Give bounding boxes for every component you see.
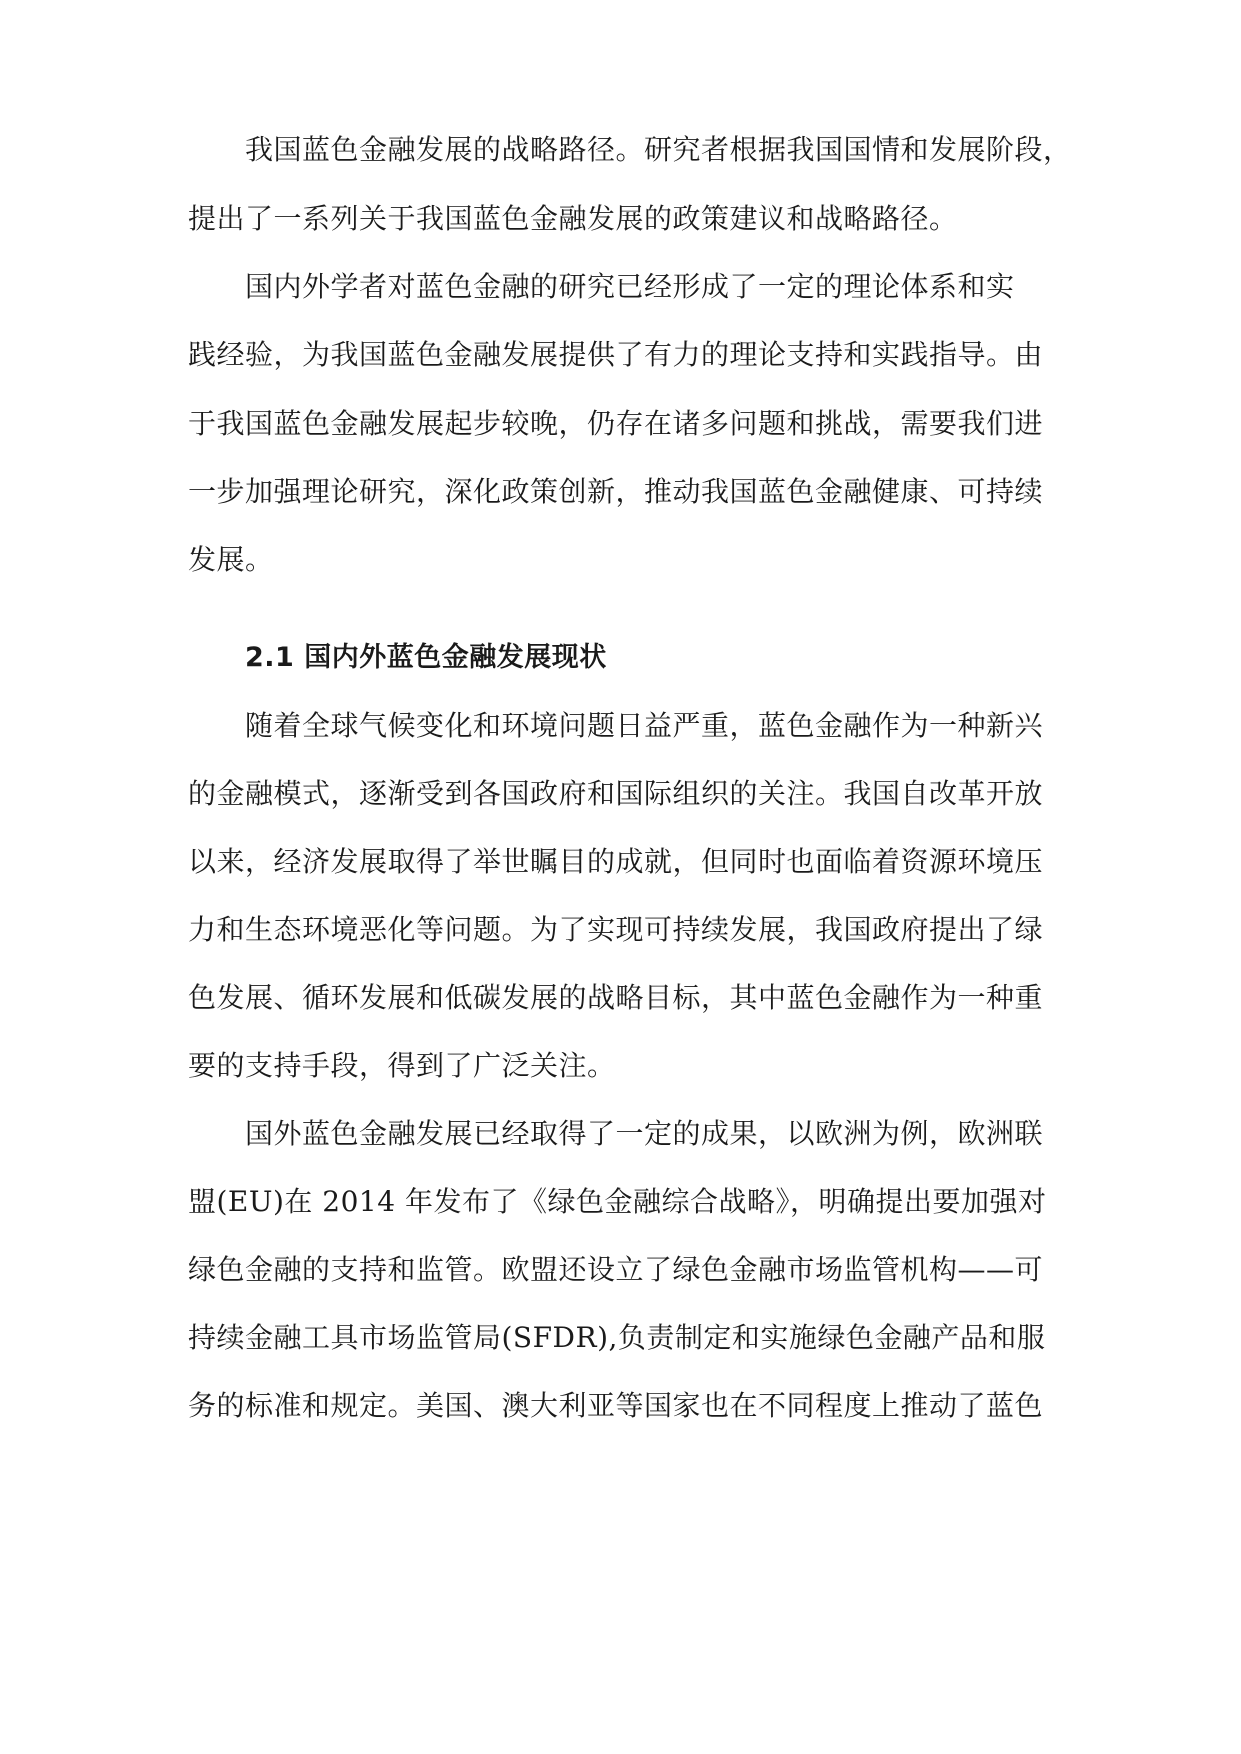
- text-line: 发展。: [188, 543, 274, 576]
- text-line: 的金融模式，逐渐受到各国政府和国际组织的关注。我国自改革开放: [188, 777, 1044, 810]
- text-line: 绿色金融的支持和监管。欧盟还设立了绿色金融市场监管机构——可: [188, 1253, 1044, 1286]
- text-line: 力和生态环境恶化等问题。为了实现可持续发展，我国政府提出了绿: [188, 913, 1044, 946]
- text-line: 以来，经济发展取得了举世瞩目的成就，但同时也面临着资源环境压: [188, 845, 1044, 878]
- text-line: 要的支持手段，得到了广泛关注。: [188, 1049, 616, 1082]
- paragraph-first-line: 随着全球气候变化和环境问题日益严重，蓝色金融作为一种新兴: [245, 709, 1044, 742]
- text-line: 持续金融工具市场监管局(SFDR),负责制定和实施绿色金融产品和服: [188, 1321, 1046, 1354]
- text-line: 践经验，为我国蓝色金融发展提供了有力的理论支持和实践指导。由: [188, 338, 1044, 371]
- text-line: 一步加强理论研究，深化政策创新，推动我国蓝色金融健康、可持续: [188, 475, 1044, 508]
- paragraph-first-line: 国外蓝色金融发展已经取得了一定的成果，以欧洲为例，欧洲联: [245, 1117, 1044, 1150]
- text-line: 盟(EU)在 2014 年发布了《绿色金融综合战略》，明确提出要加强对: [188, 1185, 1047, 1218]
- text-line: 提出了一系列关于我国蓝色金融发展的政策建议和战略路径。: [188, 202, 958, 235]
- text-line: 于我国蓝色金融发展起步较晚，仍存在诸多问题和挑战，需要我们进: [188, 407, 1044, 440]
- paragraph-first-line: 国内外学者对蓝色金融的研究已经形成了一定的理论体系和实: [245, 270, 1015, 303]
- section-heading: 2.1 国内外蓝色金融发展现状: [245, 642, 607, 673]
- text-line: 色发展、循环发展和低碳发展的战略目标，其中蓝色金融作为一种重: [188, 981, 1044, 1014]
- text-line: 我国蓝色金融发展的战略路径。研究者根据我国国情和发展阶段，: [245, 133, 1072, 166]
- text-line: 务的标准和规定。美国、澳大利亚等国家也在不同程度上推动了蓝色: [188, 1389, 1044, 1422]
